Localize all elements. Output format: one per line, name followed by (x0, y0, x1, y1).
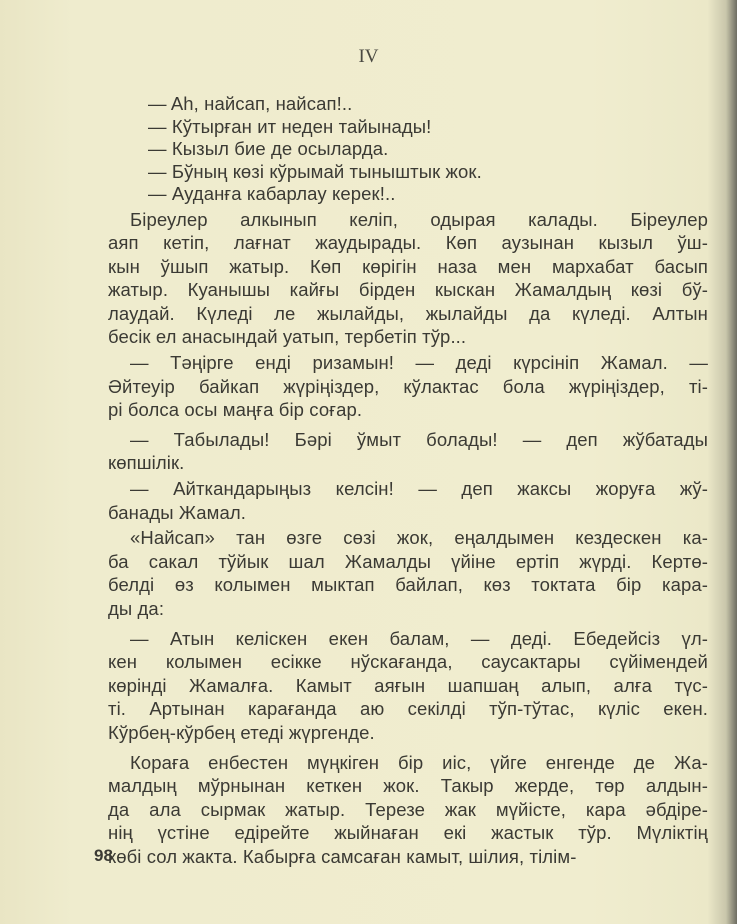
text-line: — Табылады! Бәрі ўмыт болады! — деп жўбатады (130, 428, 708, 450)
text-line: көрінді Жамалға. Камыт аяғын шапшаң алып, алға түс- (108, 674, 708, 696)
text-line: көбі сол жакта. Кабырға самсаған камыт, шілия, тілім- (108, 845, 577, 867)
text-line: көпшілік. (108, 452, 185, 474)
paragraph (108, 351, 708, 422)
text-line: кен колымен есікке нўскағанда, саусактары сүйімендей (108, 651, 708, 673)
dialogue-line: — Кызыл бие де осыларда. (148, 138, 389, 159)
dialogue-line: — Ауданға кабарлау керек!.. (148, 183, 396, 204)
text-line: ды да: (108, 598, 165, 619)
text-line: белді өз колымен мыктап байлап, көз токтата бір кара- (108, 574, 708, 596)
text-line: — Атын келіскен екен балам, — деді. Ебедейсіз үл- (130, 627, 708, 649)
text-line: ба сакал тўйык шал Жамалды үйіне ертіп жүрді. Кертө- (108, 550, 708, 572)
text-line: нің үстіне едірейте жыйнаған екі жастык тўр. Мүліктің (108, 822, 708, 844)
paragraph (108, 526, 708, 620)
text-line: — Айткандарыңыз келсін! — деп жаксы жоруға жў- (130, 478, 708, 500)
body-text (108, 93, 708, 869)
text-line: рі болса осы маңға бір соғар. (108, 399, 363, 421)
dialogue-line: — Ah, найсап, найсап!.. (148, 93, 353, 114)
paragraph (108, 627, 708, 745)
dialogue-line: — Кўтырған ит неден тайынады! (148, 115, 432, 137)
text-line: аяп кетіп, лағнат жаудырады. Көп аузынан кызыл ўш- (108, 232, 708, 254)
text-line: Әйтеуір байкап жүріңіздер, кўлактас бола жүріңіздер, ті- (108, 375, 708, 397)
paragraph (108, 208, 708, 350)
paragraph (108, 751, 708, 869)
dialogue-line: — Бўның көзі кўрымай тыныштык жок. (148, 160, 482, 182)
text-line: — Тәңірге енді ризамын! — деді күрсініп Жамал. — (130, 352, 708, 374)
text-line: Біреулер алкынып келіп, одырая калады. Біреулер (130, 208, 708, 230)
text-line: малдың мўрнынан кеткен жок. Такыр жерде, төр алдын- (108, 775, 708, 797)
text-line: жатыр. Куанышы кайғы бірден кыскан Жамалдың көзі бў- (108, 279, 708, 301)
text-line: лаудай. Күледі ле жылайды, жылайды да күледі. Алтын (108, 302, 708, 324)
dialogue-block (108, 93, 708, 206)
page-number: 98 (94, 846, 113, 865)
chapter-number: IV (358, 46, 379, 67)
paragraph (108, 477, 708, 524)
text-line: да ала сырмак жатыр. Терезе жак мүйісте, кара әбдіре- (108, 798, 708, 820)
text-line: ті. Артынан карағанда аю секілді тўп-тўтас, күліс екен. (108, 698, 708, 720)
text-line: Кўрбең-кўрбең етеді жүргенде. (108, 721, 375, 743)
text-line: Корағa енбестен мүңкіген бір иіс, үйге енгенде де Жа- (130, 751, 708, 773)
text-line: «Найсап» тан өзге сөзі жок, еңалдымен кездескен ка- (130, 527, 708, 549)
text-line: банады Жамал. (108, 501, 247, 523)
paragraph (108, 428, 708, 475)
text-line: бесік ел анасындай уатып, тербетіп тўр... (108, 326, 467, 348)
text-line: кын ўшып жатыр. Көп көрігін наза мен мархабат басып (108, 255, 708, 277)
